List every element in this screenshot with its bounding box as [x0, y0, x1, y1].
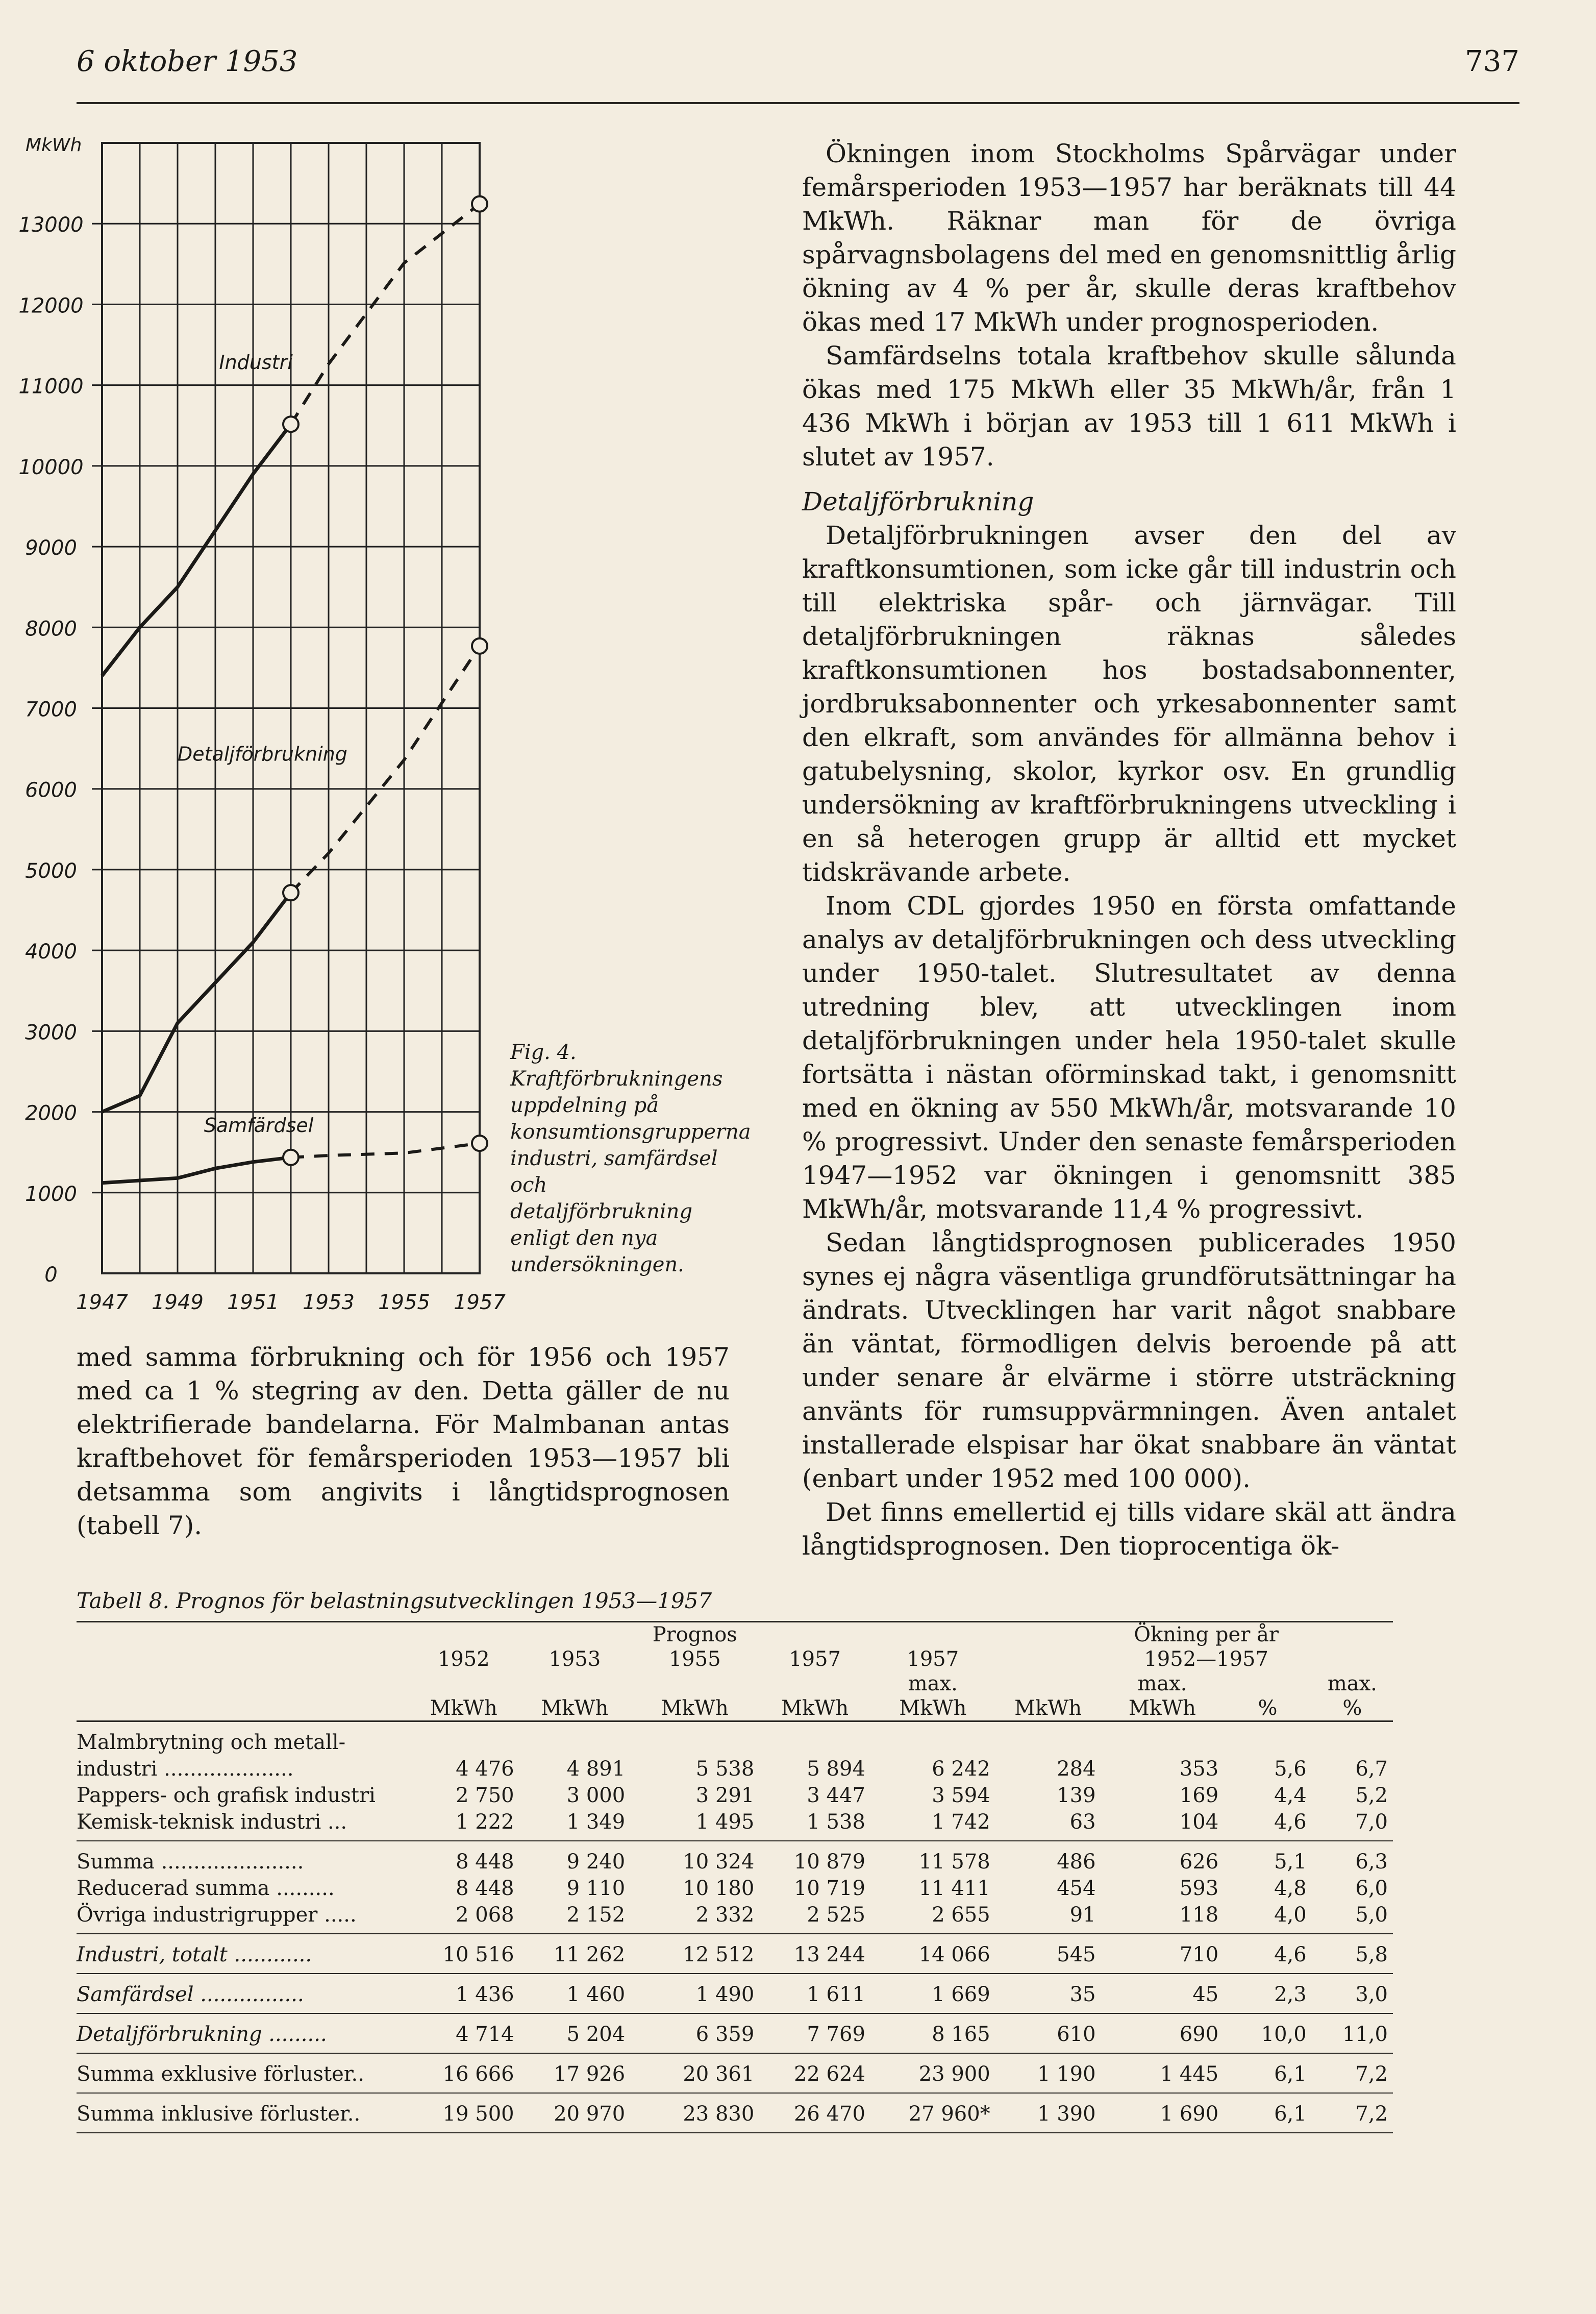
series-line-actual	[102, 893, 291, 1112]
table-row	[77, 2053, 1393, 2093]
table-cell: 2 525	[807, 1903, 865, 1927]
table-cell: 1 538	[807, 1810, 865, 1834]
table-row-group	[77, 2013, 1393, 2053]
page-number: 737	[1465, 45, 1519, 78]
table-cell: 454	[1057, 1877, 1096, 1900]
y-tick-label: 8000	[25, 617, 77, 641]
left-paragraph: med samma förbrukning och för 1956 och 1957 med ca 1 % stegring av den. Detta gäller de nu elektrifierade bandelarna. För Malmbanan antas kraftbehovet för femårsperioden 1953—1957 bli detsamma som angivits i långtidsprognosen (tabell 7).	[77, 1342, 730, 1540]
data-point-marker	[283, 416, 298, 432]
table-cell: 486	[1057, 1850, 1096, 1874]
paragraph: Det finns emellertid ej tills vidare skäl att ändra långtidsprognosen. Den tioprocentiga ök-	[802, 1497, 1456, 1561]
table-cell: 35	[1069, 1983, 1096, 2006]
paragraph: Detaljförbrukningen avser den del av kraftkonsumtionen, som icke går till industrin och till elektriska spår- och järnvägar. Till detaljförbrukningen räknas således kraftkonsumtionen hos bostadsabonnenter, jordbruksabonnenter och yrkesabonnenter samt den elkraft, som användes för allmänna behov i gatubelysning, skolor, kyrkor osv. En grundlig undersökning av kraftförbrukningens utveckling i en så heterogen grupp är alltid ett mycket tidskrävande arbete.	[802, 521, 1456, 887]
row-label: Detaljförbrukning .........	[77, 2023, 327, 2046]
table-cell: 3 000	[566, 1784, 626, 1807]
table-row	[77, 1875, 1393, 1902]
table-row	[77, 1809, 1393, 1841]
x-tick-label: 1947	[76, 1291, 128, 1314]
table-header	[77, 1622, 1393, 1721]
table-cell: 45	[1192, 1983, 1219, 2006]
table-row	[77, 1934, 1393, 1974]
data-point-marker	[472, 196, 487, 212]
table-cell: 10 719	[793, 1877, 865, 1900]
table-cell: 8 165	[932, 2023, 990, 2046]
table-row	[77, 1782, 1393, 1809]
table-cell: 545	[1057, 1943, 1096, 1966]
header-unit: MkWh	[541, 1696, 609, 1720]
table-cell: 4,6	[1274, 1810, 1307, 1834]
header-pct: %	[1342, 1696, 1362, 1720]
series-line-forecast	[291, 1143, 480, 1158]
table-cell: 3 291	[695, 1784, 755, 1807]
table-cell: 139	[1057, 1784, 1096, 1807]
table-cell: 20 970	[554, 2102, 626, 2126]
y-tick-label: 9000	[25, 536, 77, 560]
series-line-forecast	[291, 646, 480, 893]
table-cell: 8 448	[456, 1850, 514, 1874]
paragraph: Sedan långtidsprognosen publicerades 1950 synes ej några väsentliga grundförutsättningar ha ändrats. Utvecklingen har varit något snabbare än väntat, förmodligen delvis beroende på att under senare år elvärme i större utsträckning använts för rumsuppvärmningen. Även antalet installerade elspisar har ökat snabbare än väntat (enbart under 1952 med 100 000).	[802, 1228, 1456, 1493]
row-label: Samfärdsel ................	[77, 1983, 304, 2006]
paragraph: Ökningen inom Stockholms Spårvägar under femårsperioden 1953—1957 har beräknats till 44 MkWh. Räknar man för de övriga spårvagnsbolagens del med en genomsnittlig årlig ökning av 4 % per år, skulle deras kraftbehov ökas med 17 MkWh under prognosperioden.	[802, 139, 1456, 337]
table-row	[77, 2093, 1393, 2133]
header-unit: MkWh	[899, 1696, 967, 1720]
table-cell: 2 332	[695, 1903, 755, 1927]
table-cell: 690	[1179, 2023, 1219, 2046]
table-cell: 6,1	[1274, 2062, 1307, 2086]
table-cell: 9 110	[566, 1877, 626, 1900]
data-point-marker	[472, 1136, 487, 1151]
table-cell: 710	[1179, 1943, 1219, 1966]
paragraph: Inom CDL gjordes 1950 en första omfattande analys av detaljförbrukningen och dess utveckling under 1950-talet. Slutresultatet av denna utredning blev, att utvecklingen inom detaljförbrukningen under hela 1950-talet skulle fortsätta i nästan oförminskad takt, i genomsnitt med en ökning av 550 MkWh/år, motsvarande 10 % progressivt. Under den senaste femårsperioden 1947—1952 var ökningen i genomsnitt 385 MkWh/år, motsvarande 11,4 % progressivt.	[802, 891, 1456, 1224]
header-rule	[77, 102, 1519, 104]
header-year: 1952	[437, 1647, 490, 1671]
header-period: 1952—1957	[1144, 1647, 1268, 1671]
row-label: Summa inklusive förluster..	[77, 2102, 361, 2126]
table-row-group	[77, 1974, 1393, 2013]
y-tick-label: 7000	[25, 698, 77, 722]
table-cell: 1 495	[695, 1810, 755, 1834]
table-cell: 7,2	[1355, 2062, 1388, 2086]
table-row	[77, 1756, 1393, 1782]
header-unit: MkWh	[1128, 1696, 1196, 1720]
y-tick-label: 13000	[18, 213, 84, 237]
table-cell: 91	[1069, 1903, 1096, 1927]
data-point-marker	[472, 638, 487, 654]
table-8	[77, 1621, 1393, 2133]
table-cell: 169	[1179, 1784, 1219, 1807]
table-cell: 12 512	[683, 1943, 755, 1966]
table-cell: 5 538	[695, 1757, 755, 1781]
table-cell: 6,0	[1355, 1877, 1388, 1900]
header-okning: Ökning per år	[1134, 1623, 1279, 1646]
x-tick-label: 1951	[227, 1291, 279, 1314]
header-prognos: Prognos	[652, 1623, 737, 1646]
table-cell: 104	[1179, 1810, 1219, 1834]
table-cell: 353	[1179, 1757, 1219, 1781]
table-cell: 2,3	[1274, 1983, 1307, 2006]
table-cell: 23 900	[918, 2062, 990, 2086]
table-cell: 4,8	[1274, 1877, 1307, 1900]
y-tick-label: 5000	[25, 859, 77, 883]
table-cell: 7,2	[1355, 2102, 1388, 2126]
header-max: max.	[1137, 1672, 1187, 1695]
table-row-group	[77, 1721, 1393, 1841]
header-pct: %	[1258, 1696, 1278, 1720]
table-cell: 10,0	[1261, 2023, 1307, 2046]
y-tick-label: 4000	[25, 940, 77, 964]
table-cell: 4 891	[566, 1757, 626, 1781]
table-cell: 1 611	[807, 1983, 865, 2006]
table-cell: 6,7	[1355, 1757, 1388, 1781]
table-row-group	[77, 2053, 1393, 2093]
table-cell: 118	[1179, 1903, 1219, 1927]
table-cell: 3,0	[1355, 1983, 1388, 2006]
table-cell: 5,0	[1355, 1903, 1388, 1927]
header-unit: MkWh	[661, 1696, 729, 1720]
header-unit: MkWh	[430, 1696, 497, 1720]
y-axis-unit: MkWh	[26, 135, 82, 156]
table-cell: 5 204	[566, 2023, 626, 2046]
table-cell: 3 594	[932, 1784, 990, 1807]
y-tick-label: 12000	[18, 294, 84, 318]
table-cell: 6 242	[932, 1757, 990, 1781]
row-label: Summa ......................	[77, 1850, 304, 1874]
table-cell: 1 460	[566, 1983, 626, 2006]
table-cell: 11,0	[1342, 2023, 1388, 2046]
table-cell: 8 448	[456, 1877, 514, 1900]
table-cell: 16 666	[442, 2062, 514, 2086]
table-cell: 23 830	[683, 2102, 755, 2126]
table-cell: 17 926	[554, 2062, 626, 2086]
y-tick-label: 3000	[25, 1021, 77, 1045]
table-cell: 3 447	[807, 1784, 865, 1807]
y-tick-label: 1000	[25, 1182, 77, 1206]
x-tick-label: 1957	[454, 1291, 506, 1314]
header-year: 1957	[907, 1647, 959, 1671]
data-point-marker	[283, 885, 298, 900]
table-cell: 7 769	[807, 2023, 865, 2046]
table-cell: 26 470	[793, 2102, 865, 2126]
table-cell: 6,1	[1274, 2102, 1307, 2126]
figure-caption: Fig. 4. Kraftförbrukningens uppdelning på konsumtionsgrupperna industri, samfärdsel och detaljförbrukning enligt den nya undersökningen.	[510, 1041, 751, 1276]
section-subheading: Detaljförbrukning	[802, 487, 1034, 516]
table-cell: 5 894	[807, 1757, 865, 1781]
table-row	[77, 1841, 1393, 1875]
table-cell: 1 222	[456, 1810, 514, 1834]
table-cell: 10 516	[442, 1943, 514, 1966]
table-cell: 10 324	[683, 1850, 755, 1874]
header-unit: MkWh	[781, 1696, 849, 1720]
table-cell: 11 578	[918, 1850, 990, 1874]
row-label: industri ....................	[77, 1757, 294, 1781]
table-cell: 10 879	[793, 1850, 865, 1874]
header-year: 1953	[548, 1647, 601, 1671]
table-cell: 1 445	[1160, 2062, 1219, 2086]
table-cell: 1 669	[932, 1983, 990, 2006]
table-cell: 10 180	[683, 1877, 755, 1900]
table-row	[77, 1974, 1393, 2013]
table-row-group	[77, 2093, 1393, 2133]
table-cell: 5,2	[1355, 1784, 1388, 1807]
y-tick-label: 6000	[25, 778, 77, 802]
table-cell: 63	[1069, 1810, 1096, 1834]
data-point-marker	[283, 1150, 298, 1165]
y-tick-label: 2000	[25, 1101, 77, 1125]
table-cell: 4 476	[456, 1757, 514, 1781]
header-max: max.	[1327, 1672, 1377, 1695]
running-header-date: 6 oktober 1953	[77, 45, 298, 78]
table-row-group	[77, 1934, 1393, 1974]
table-cell: 4,6	[1274, 1943, 1307, 1966]
row-label: Summa exklusive förluster..	[77, 2062, 364, 2086]
table-cell: 593	[1179, 1877, 1219, 1900]
table-cell: 9 240	[566, 1850, 626, 1874]
table-cell: 2 750	[456, 1784, 514, 1807]
x-tick-label: 1953	[303, 1291, 355, 1314]
table-cell: 6,3	[1355, 1850, 1388, 1874]
table-cell: 2 655	[932, 1903, 990, 1927]
row-label: Industri, totalt ............	[77, 1943, 312, 1966]
table-cell: 2 068	[456, 1903, 514, 1927]
table-cell: 610	[1057, 2023, 1096, 2046]
left-column-text	[77, 1340, 730, 1542]
header-year: 1957	[789, 1647, 841, 1671]
row-label: Pappers- och grafisk industri	[77, 1784, 376, 1807]
header-unit: MkWh	[1014, 1696, 1082, 1720]
series-line-actual	[102, 1158, 291, 1183]
table-cell: 11 262	[554, 1943, 626, 1966]
table-cell: 1 190	[1037, 2062, 1096, 2086]
table-cell: 4 714	[456, 2023, 514, 2046]
table-cell: 1 690	[1160, 2102, 1219, 2126]
table-cell: 1 349	[566, 1810, 626, 1834]
row-label: Kemisk-teknisk industri ...	[77, 1810, 347, 1834]
table-cell: 11 411	[918, 1877, 990, 1900]
table-cell: 13 244	[793, 1943, 865, 1966]
series-line-actual	[102, 424, 291, 676]
table-cell: 4,0	[1274, 1903, 1307, 1927]
right-column-text	[802, 137, 1456, 1563]
table-cell: 626	[1179, 1850, 1219, 1874]
table-row	[77, 1902, 1393, 1934]
x-tick-label: 1949	[152, 1291, 204, 1314]
table-row-group	[77, 1841, 1393, 1934]
table-cell: 1 490	[695, 1983, 755, 2006]
table-cell: 27 960*	[908, 2102, 990, 2126]
paragraph: Samfärdselns totala kraftbehov skulle sålunda ökas med 175 MkWh eller 35 MkWh/år, från 1 436 MkWh i början av 1953 till 1 611 MkWh i slutet av 1957.	[802, 341, 1456, 472]
table-row	[77, 1721, 1393, 1756]
row-label: Övriga industrigrupper .....	[77, 1903, 357, 1927]
table-cell: 1 436	[456, 1983, 514, 2006]
series-label: Detaljförbrukning	[178, 743, 347, 766]
header-max: max.	[908, 1672, 958, 1695]
table-cell: 5,8	[1355, 1943, 1388, 1966]
table-cell: 14 066	[918, 1943, 990, 1966]
table-cell: 20 361	[683, 2062, 755, 2086]
y-tick-label: 11000	[18, 375, 84, 399]
table-row	[77, 2013, 1393, 2053]
y-tick-label: 0	[44, 1263, 58, 1287]
table-cell: 19 500	[442, 2102, 514, 2126]
table-cell: 22 624	[793, 2062, 865, 2086]
table-cell: 1 390	[1037, 2102, 1096, 2126]
table-cell: 284	[1057, 1757, 1096, 1781]
table-cell: 5,1	[1274, 1850, 1307, 1874]
table-cell: 6 359	[695, 2023, 755, 2046]
table-cell: 2 152	[566, 1903, 626, 1927]
table-cell: 4,4	[1274, 1784, 1307, 1807]
series-label: Samfärdsel	[204, 1114, 314, 1137]
table-cell: 1 742	[932, 1810, 990, 1834]
table-cell: 7,0	[1355, 1810, 1388, 1834]
row-label: Malmbrytning och metall-	[77, 1731, 346, 1754]
table-cell: 5,6	[1274, 1757, 1307, 1781]
header-year: 1955	[668, 1647, 721, 1671]
x-tick-label: 1955	[378, 1291, 430, 1314]
series-label: Industri	[219, 351, 293, 374]
row-label: Reducerad summa .........	[77, 1877, 335, 1900]
y-tick-label: 10000	[18, 455, 84, 479]
figure-4-chart	[0, 122, 510, 1337]
series-line-forecast	[291, 204, 480, 425]
table-title: Tabell 8. Prognos för belastningsutvecklingen 1953—1957	[77, 1588, 712, 1613]
